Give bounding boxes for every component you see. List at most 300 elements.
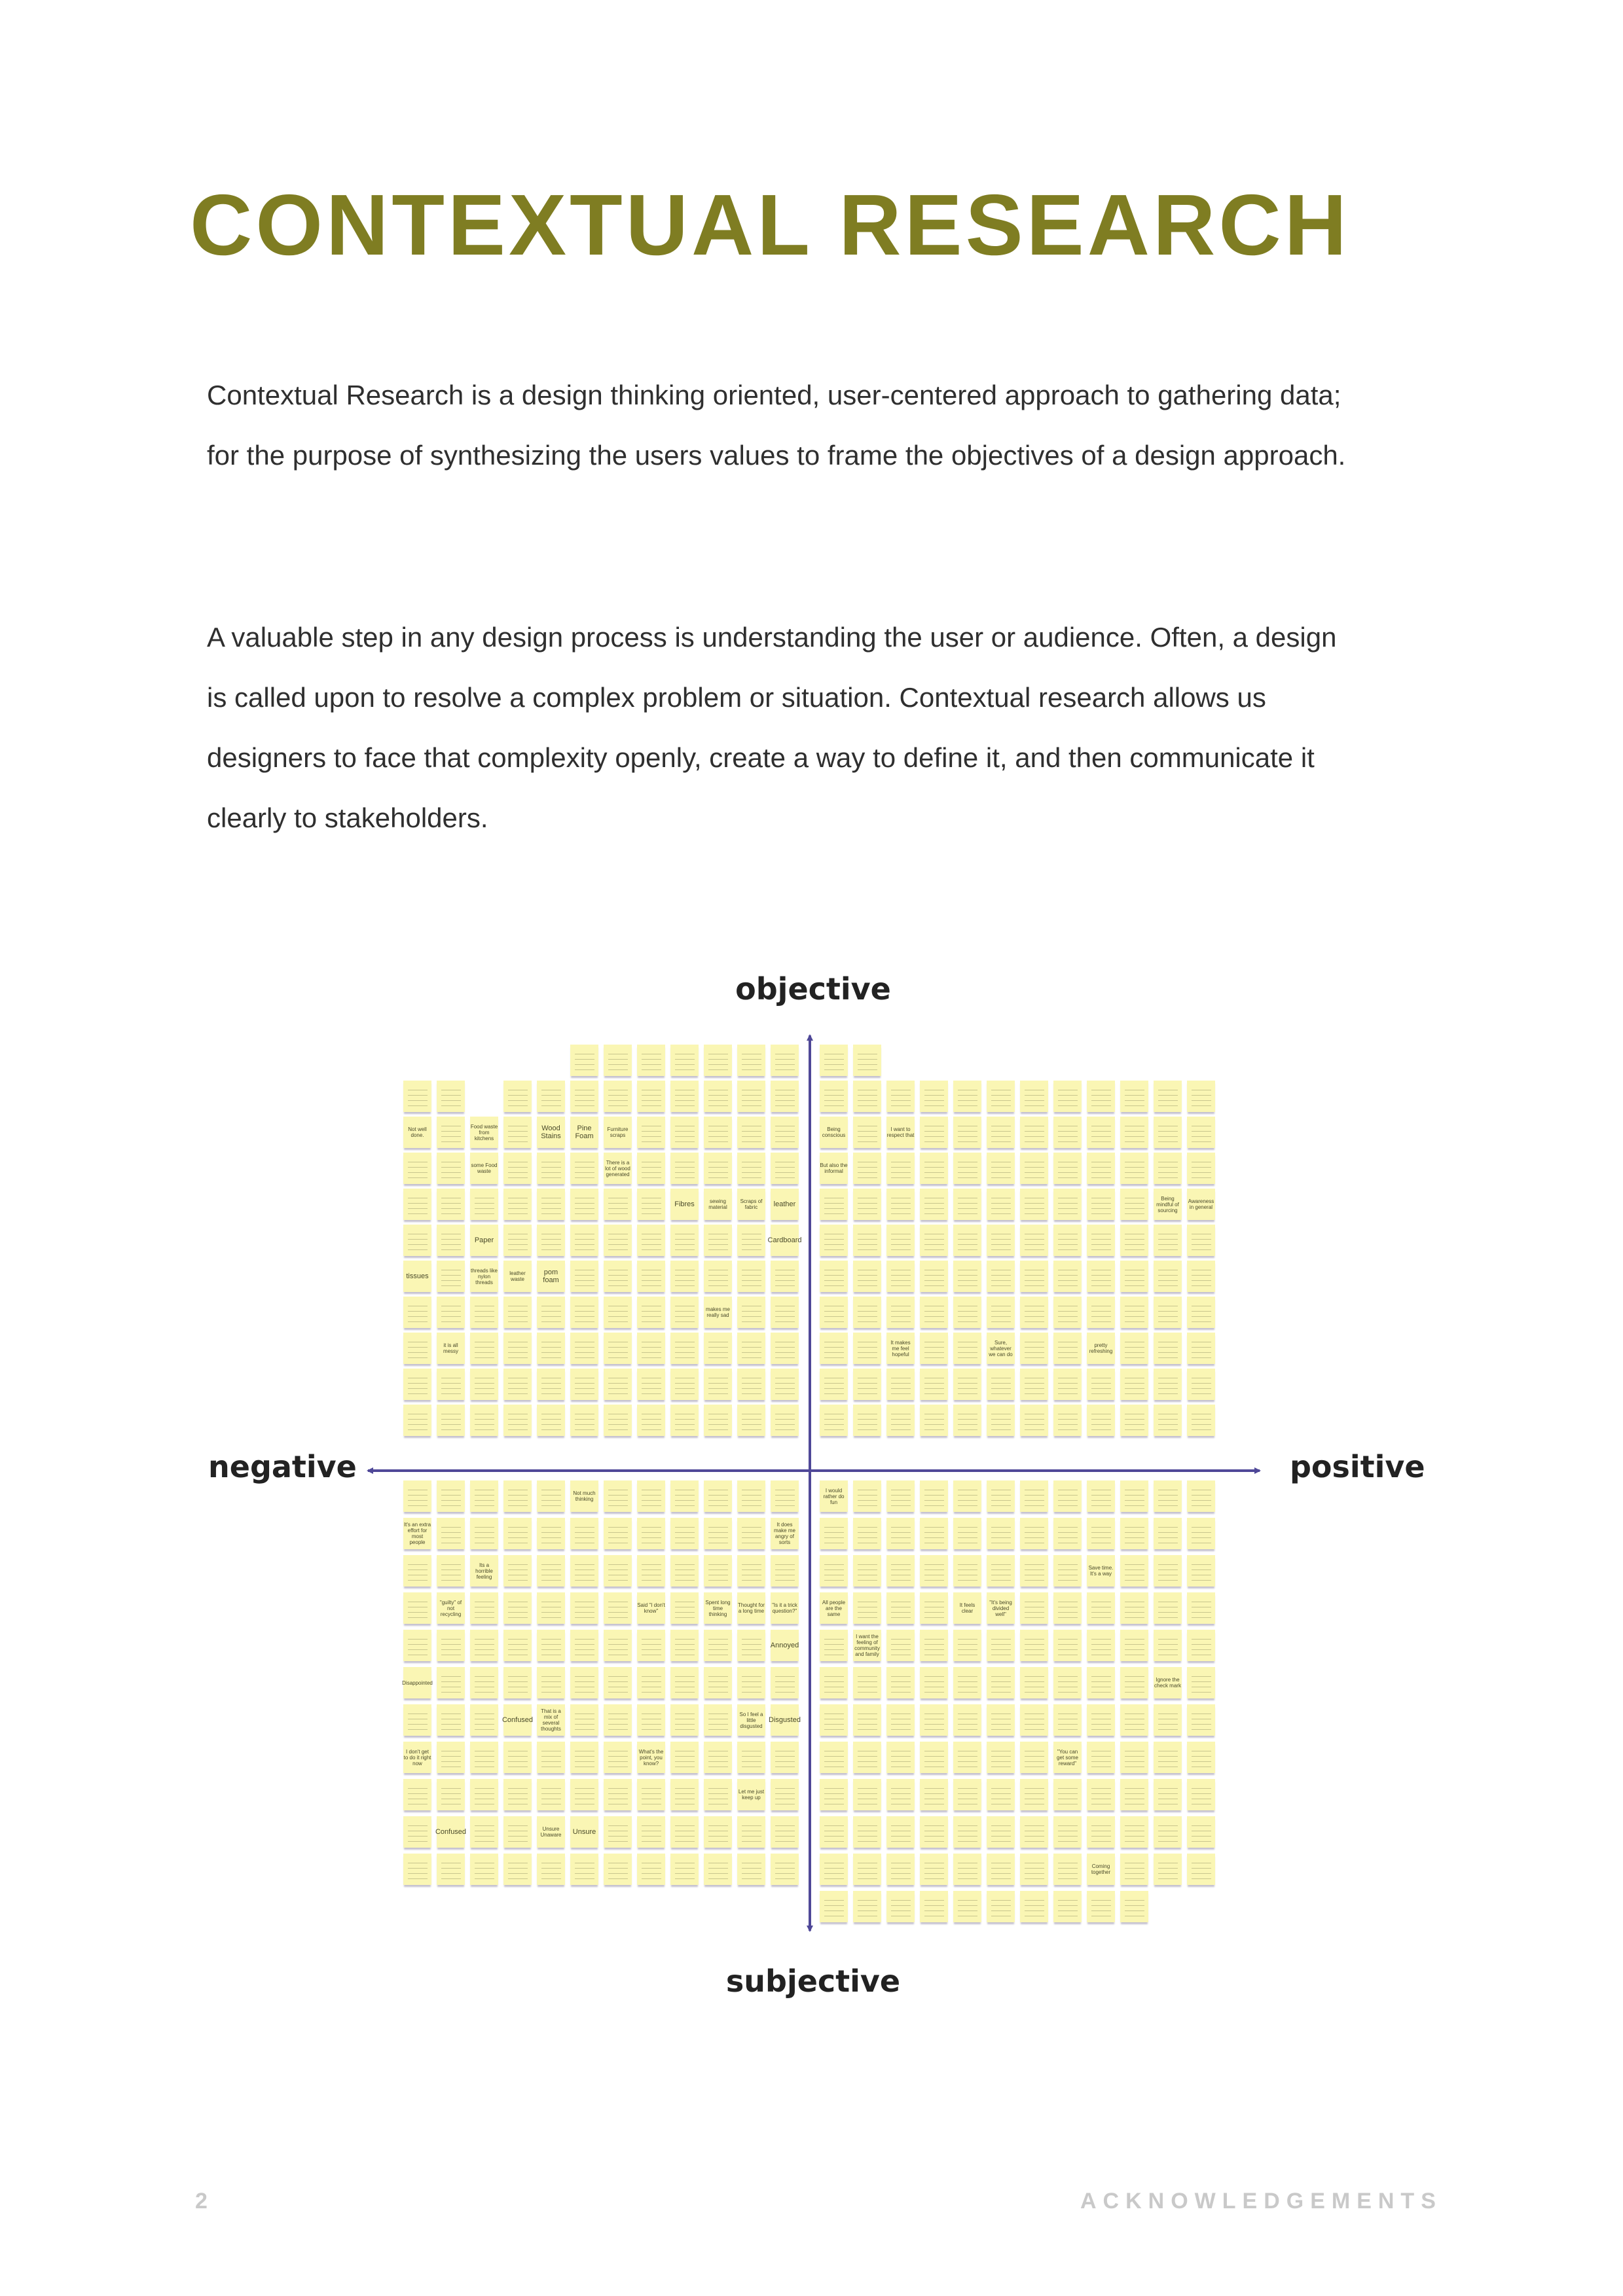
sticky-note [503, 1592, 532, 1624]
sticky-note [670, 1816, 699, 1848]
sticky-note: Unsure Unaware [537, 1816, 565, 1848]
sticky-note: Sure, whatever we can do [987, 1333, 1015, 1364]
sticky-note: Thought for a long time [737, 1592, 765, 1624]
sticky-note [987, 1081, 1015, 1112]
sticky-note [570, 1779, 598, 1810]
sticky-note [1120, 1555, 1148, 1587]
sticky-note [604, 1189, 632, 1220]
sticky-note [1087, 1225, 1115, 1256]
sticky-note [886, 1779, 915, 1810]
sticky-note [670, 1261, 699, 1292]
sticky-note [771, 1297, 799, 1328]
sticky-note [470, 1333, 498, 1364]
axis-label-objective: objective [735, 971, 891, 1007]
sticky-note [637, 1153, 665, 1184]
sticky-note [704, 1081, 732, 1112]
sticky-note [670, 1405, 699, 1436]
sticky-note [670, 1592, 699, 1624]
sticky-note [503, 1779, 532, 1810]
sticky-note [1154, 1518, 1182, 1549]
sticky-note [853, 1667, 881, 1698]
sticky-note [670, 1854, 699, 1885]
sticky-note [403, 1369, 431, 1400]
sticky-note [920, 1225, 948, 1256]
sticky-note [886, 1555, 915, 1587]
sticky-note [1053, 1854, 1082, 1885]
sticky-note [1120, 1369, 1148, 1400]
sticky-note [1187, 1261, 1215, 1292]
sticky-note [637, 1081, 665, 1112]
sticky-note [987, 1742, 1015, 1773]
sticky-note [670, 1630, 699, 1661]
sticky-note [1053, 1816, 1082, 1848]
sticky-note [1020, 1333, 1048, 1364]
sticky-note [1120, 1854, 1148, 1885]
sticky-note [704, 1518, 732, 1549]
sticky-note [1087, 1369, 1115, 1400]
sticky-note [604, 1592, 632, 1624]
sticky-note: some Food waste [470, 1153, 498, 1184]
sticky-note [771, 1333, 799, 1364]
sticky-note [737, 1854, 765, 1885]
sticky-note [1154, 1405, 1182, 1436]
sticky-note [470, 1369, 498, 1400]
sticky-note [470, 1189, 498, 1220]
sticky-note [1187, 1117, 1215, 1148]
sticky-note [604, 1333, 632, 1364]
sticky-note: Not well done. [403, 1117, 431, 1148]
sticky-note [604, 1779, 632, 1810]
sticky-note [437, 1630, 465, 1661]
sticky-note [1154, 1555, 1182, 1587]
sticky-note [953, 1081, 981, 1112]
sticky-note [987, 1225, 1015, 1256]
sticky-note [437, 1225, 465, 1256]
sticky-note [1154, 1117, 1182, 1148]
sticky-note [853, 1333, 881, 1364]
sticky-note [886, 1854, 915, 1885]
sticky-note [403, 1592, 431, 1624]
sticky-note [820, 1261, 848, 1292]
sticky-note: I don't get to do it right now [403, 1742, 431, 1773]
sticky-note [1187, 1555, 1215, 1587]
sticky-note [1154, 1480, 1182, 1512]
sticky-note: pom foam [537, 1261, 565, 1292]
sticky-note: But also the informal [820, 1153, 848, 1184]
sticky-note [987, 1630, 1015, 1661]
sticky-note [503, 1153, 532, 1184]
sticky-note [920, 1333, 948, 1364]
sticky-note: Wood Stains [537, 1117, 565, 1148]
sticky-note [1087, 1153, 1115, 1184]
sticky-note [920, 1704, 948, 1736]
sticky-note [637, 1704, 665, 1736]
sticky-note [953, 1261, 981, 1292]
sticky-note [886, 1816, 915, 1848]
sticky-note [853, 1480, 881, 1512]
sticky-note: Scraps of fabric [737, 1189, 765, 1220]
sticky-note [920, 1742, 948, 1773]
sticky-note [1020, 1891, 1048, 1922]
sticky-note [1020, 1592, 1048, 1624]
sticky-note [704, 1630, 732, 1661]
sticky-note [987, 1816, 1015, 1848]
sticky-note [987, 1779, 1015, 1810]
sticky-note [1154, 1854, 1182, 1885]
sticky-note [704, 1369, 732, 1400]
sticky-note [853, 1045, 881, 1076]
sticky-note [853, 1081, 881, 1112]
sticky-note [886, 1704, 915, 1736]
sticky-note [570, 1297, 598, 1328]
sticky-note: Paper [470, 1225, 498, 1256]
sticky-note: leather waste [503, 1261, 532, 1292]
sticky-note [1020, 1555, 1048, 1587]
sticky-note [537, 1405, 565, 1436]
sticky-note [704, 1405, 732, 1436]
sticky-note [1154, 1592, 1182, 1624]
sticky-note [1053, 1518, 1082, 1549]
sticky-note [503, 1555, 532, 1587]
sticky-note [1087, 1518, 1115, 1549]
sticky-note [437, 1779, 465, 1810]
sticky-note [920, 1480, 948, 1512]
sticky-note [920, 1667, 948, 1698]
sticky-note [737, 1405, 765, 1436]
sticky-note [886, 1297, 915, 1328]
sticky-note [670, 1518, 699, 1549]
sticky-note [771, 1816, 799, 1848]
page-number: 2 [195, 2189, 208, 2214]
sticky-note: Annoyed [771, 1630, 799, 1661]
sticky-note [637, 1189, 665, 1220]
sticky-note [920, 1117, 948, 1148]
sticky-note [470, 1667, 498, 1698]
sticky-note [1087, 1480, 1115, 1512]
sticky-note [1120, 1779, 1148, 1810]
sticky-note [1087, 1816, 1115, 1848]
sticky-note [820, 1891, 848, 1922]
sticky-note [853, 1261, 881, 1292]
sticky-note [1053, 1333, 1082, 1364]
sticky-note [503, 1816, 532, 1848]
sticky-note [1120, 1480, 1148, 1512]
sticky-note [1020, 1189, 1048, 1220]
sticky-note [953, 1333, 981, 1364]
sticky-note [570, 1854, 598, 1885]
sticky-note [920, 1369, 948, 1400]
sticky-note [604, 1854, 632, 1885]
sticky-note [537, 1369, 565, 1400]
sticky-note [820, 1405, 848, 1436]
sticky-note [737, 1261, 765, 1292]
sticky-note [1187, 1704, 1215, 1736]
sticky-note [570, 1742, 598, 1773]
axis-label-negative: negative [208, 1449, 357, 1484]
sticky-note [820, 1518, 848, 1549]
sticky-note [1154, 1297, 1182, 1328]
sticky-note [1187, 1630, 1215, 1661]
sticky-note [704, 1854, 732, 1885]
sticky-note [604, 1405, 632, 1436]
sticky-note: Confused [437, 1816, 465, 1848]
sticky-note [1187, 1742, 1215, 1773]
sticky-note [1053, 1117, 1082, 1148]
sticky-note [403, 1854, 431, 1885]
sticky-note [537, 1742, 565, 1773]
sticky-note [820, 1555, 848, 1587]
sticky-note [570, 1333, 598, 1364]
sticky-note [537, 1779, 565, 1810]
sticky-note [987, 1891, 1015, 1922]
sticky-note [1053, 1891, 1082, 1922]
sticky-note [1053, 1405, 1082, 1436]
sticky-note [670, 1117, 699, 1148]
sticky-note [1087, 1891, 1115, 1922]
sticky-note [820, 1704, 848, 1736]
sticky-note [1120, 1891, 1148, 1922]
sticky-note [1187, 1297, 1215, 1328]
sticky-note [1020, 1667, 1048, 1698]
sticky-note [987, 1117, 1015, 1148]
axis-label-subjective: subjective [725, 1964, 901, 1999]
sticky-note: Save time. It's a way [1087, 1555, 1115, 1587]
sticky-note [570, 1704, 598, 1736]
sticky-note [1053, 1704, 1082, 1736]
sticky-note [403, 1189, 431, 1220]
sticky-note [1087, 1667, 1115, 1698]
sticky-note [637, 1667, 665, 1698]
sticky-note [570, 1045, 598, 1076]
sticky-note [1020, 1704, 1048, 1736]
sticky-note [503, 1189, 532, 1220]
sticky-note [537, 1333, 565, 1364]
sticky-note [853, 1117, 881, 1148]
sticky-note [637, 1333, 665, 1364]
sticky-note [771, 1742, 799, 1773]
sticky-note [1053, 1555, 1082, 1587]
sticky-note [953, 1225, 981, 1256]
sticky-note: Said "I don't know" [637, 1592, 665, 1624]
sticky-note [1020, 1630, 1048, 1661]
sticky-note: "Is it a trick question?" [771, 1592, 799, 1624]
sticky-note [637, 1225, 665, 1256]
sticky-note [953, 1742, 981, 1773]
sticky-note [437, 1189, 465, 1220]
sticky-note [503, 1854, 532, 1885]
sticky-note [771, 1555, 799, 1587]
sticky-note [604, 1261, 632, 1292]
sticky-note [570, 1261, 598, 1292]
sticky-note [853, 1742, 881, 1773]
sticky-note [853, 1704, 881, 1736]
sticky-note [604, 1369, 632, 1400]
sticky-note [437, 1518, 465, 1549]
sticky-note [704, 1153, 732, 1184]
sticky-note [437, 1742, 465, 1773]
sticky-note [1187, 1816, 1215, 1848]
sticky-note [1087, 1297, 1115, 1328]
sticky-note [853, 1854, 881, 1885]
sticky-note [1087, 1261, 1115, 1292]
sticky-note [1187, 1667, 1215, 1698]
sticky-note [403, 1704, 431, 1736]
sticky-note [1120, 1225, 1148, 1256]
sticky-note [437, 1153, 465, 1184]
sticky-note [1087, 1189, 1115, 1220]
sticky-note [1087, 1405, 1115, 1436]
sticky-note [1187, 1405, 1215, 1436]
sticky-note [704, 1225, 732, 1256]
sticky-note [1154, 1225, 1182, 1256]
sticky-note [1187, 1592, 1215, 1624]
sticky-note [1020, 1225, 1048, 1256]
sticky-note [771, 1667, 799, 1698]
sticky-note [604, 1225, 632, 1256]
sticky-note [820, 1667, 848, 1698]
sticky-note [953, 1667, 981, 1698]
sticky-note: Let me just keep up [737, 1779, 765, 1810]
sticky-note [1053, 1297, 1082, 1328]
sticky-note [604, 1816, 632, 1848]
sticky-note [853, 1891, 881, 1922]
sticky-note [670, 1779, 699, 1810]
sticky-note [1020, 1742, 1048, 1773]
sticky-note [853, 1297, 881, 1328]
sticky-note [987, 1189, 1015, 1220]
sticky-note [1020, 1816, 1048, 1848]
sticky-note [953, 1117, 981, 1148]
sticky-note [820, 1742, 848, 1773]
sticky-note [503, 1742, 532, 1773]
sticky-note [1187, 1369, 1215, 1400]
sticky-note [886, 1630, 915, 1661]
sticky-note: I want to respect that [886, 1117, 915, 1148]
sticky-note [470, 1405, 498, 1436]
sticky-note [704, 1555, 732, 1587]
sticky-note [771, 1081, 799, 1112]
sticky-note [470, 1297, 498, 1328]
sticky-note [670, 1297, 699, 1328]
sticky-note [704, 1333, 732, 1364]
sticky-note [737, 1630, 765, 1661]
sticky-note [503, 1405, 532, 1436]
sticky-note [1020, 1405, 1048, 1436]
sticky-note [1120, 1297, 1148, 1328]
sticky-note [503, 1081, 532, 1112]
sticky-note [1154, 1153, 1182, 1184]
sticky-note [670, 1225, 699, 1256]
sticky-note [1087, 1704, 1115, 1736]
sticky-note [886, 1081, 915, 1112]
sticky-note [403, 1816, 431, 1848]
sticky-note [886, 1153, 915, 1184]
sticky-note [953, 1369, 981, 1400]
sticky-note: "It's being divided well" [987, 1592, 1015, 1624]
sticky-note [637, 1854, 665, 1885]
sticky-note [920, 1405, 948, 1436]
sticky-note [886, 1592, 915, 1624]
sticky-note [1053, 1630, 1082, 1661]
intro-paragraph: Contextual Research is a design thinking oriented, user-centered approach to gathering data; for the purpose of synthesizing the users values to frame the objectives of a design approach. [207, 380, 1346, 471]
sticky-note [953, 1189, 981, 1220]
sticky-note: it is all messy [437, 1333, 465, 1364]
sticky-note [1120, 1518, 1148, 1549]
sticky-note [704, 1779, 732, 1810]
sticky-note [1187, 1081, 1215, 1112]
sticky-note [987, 1369, 1015, 1400]
sticky-note [1154, 1333, 1182, 1364]
sticky-note [470, 1518, 498, 1549]
sticky-note [1154, 1742, 1182, 1773]
sticky-note [820, 1630, 848, 1661]
sticky-note [987, 1555, 1015, 1587]
sticky-note [1053, 1081, 1082, 1112]
sticky-note [771, 1153, 799, 1184]
sticky-note [987, 1480, 1015, 1512]
sticky-note [820, 1225, 848, 1256]
sticky-note: Furniture scraps [604, 1117, 632, 1148]
sticky-note [771, 1117, 799, 1148]
sticky-note [853, 1189, 881, 1220]
sticky-note [537, 1225, 565, 1256]
sticky-note [570, 1153, 598, 1184]
sticky-note [953, 1704, 981, 1736]
sticky-note [670, 1555, 699, 1587]
sticky-note [403, 1153, 431, 1184]
sticky-note [1187, 1225, 1215, 1256]
sticky-note [570, 1630, 598, 1661]
sticky-note [604, 1297, 632, 1328]
sticky-note [570, 1555, 598, 1587]
sticky-note [503, 1297, 532, 1328]
sticky-note [737, 1369, 765, 1400]
sticky-note [953, 1405, 981, 1436]
sticky-note [1154, 1261, 1182, 1292]
sticky-note [920, 1081, 948, 1112]
sticky-note [1120, 1333, 1148, 1364]
sticky-note [920, 1153, 948, 1184]
sticky-note [604, 1667, 632, 1698]
sticky-note [771, 1405, 799, 1436]
sticky-note [771, 1261, 799, 1292]
sticky-note [737, 1480, 765, 1512]
sticky-note [403, 1405, 431, 1436]
sticky-note: So I feel a little disgusted [737, 1704, 765, 1736]
sticky-note [953, 1630, 981, 1661]
sticky-note [1120, 1081, 1148, 1112]
sticky-note [604, 1630, 632, 1661]
sticky-note [437, 1555, 465, 1587]
sticky-note [1187, 1480, 1215, 1512]
sticky-note [820, 1779, 848, 1810]
sticky-note [570, 1189, 598, 1220]
sticky-note [403, 1225, 431, 1256]
sticky-note [1020, 1297, 1048, 1328]
sticky-note [1187, 1153, 1215, 1184]
sticky-note [470, 1704, 498, 1736]
sticky-note: Coming together [1087, 1854, 1115, 1885]
sticky-note [570, 1592, 598, 1624]
sticky-note [853, 1816, 881, 1848]
sticky-note [737, 1081, 765, 1112]
sticky-note [503, 1480, 532, 1512]
sticky-note [1087, 1117, 1115, 1148]
sticky-note [437, 1854, 465, 1885]
sticky-note [987, 1153, 1015, 1184]
sticky-note: What's the point, you know? [637, 1742, 665, 1773]
sticky-note [437, 1081, 465, 1112]
